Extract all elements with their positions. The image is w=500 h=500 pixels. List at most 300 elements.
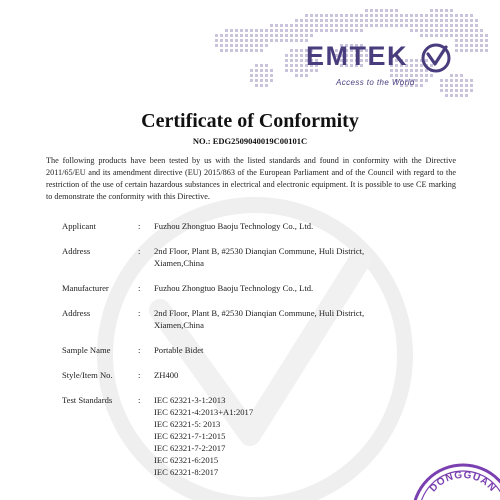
standard-line: IEC 62321-4:2013+A1:2017 — [154, 407, 254, 417]
map-dot — [415, 29, 418, 32]
map-dot — [245, 39, 248, 42]
map-dot — [480, 44, 483, 47]
field-label: Address — [62, 308, 91, 318]
map-dot — [450, 14, 453, 17]
map-dot — [415, 24, 418, 27]
map-dot — [250, 34, 253, 37]
map-dot — [305, 14, 308, 17]
map-dot — [335, 14, 338, 17]
map-dot — [480, 39, 483, 42]
map-dot — [260, 64, 263, 67]
value-line: Xiamen,China — [154, 258, 204, 268]
map-dot — [295, 69, 298, 72]
map-dot — [250, 44, 253, 47]
map-dot — [285, 69, 288, 72]
map-dot — [400, 19, 403, 22]
map-dot — [325, 24, 328, 27]
map-dot — [370, 24, 373, 27]
map-dot — [335, 29, 338, 32]
field-separator: : — [138, 370, 141, 380]
map-dot — [475, 19, 478, 22]
map-dot — [345, 29, 348, 32]
map-dot — [370, 9, 373, 12]
map-dot — [445, 24, 448, 27]
standard-line: IEC 62321-6:2015 — [154, 455, 219, 465]
map-dot — [275, 24, 278, 27]
map-dot — [470, 24, 473, 27]
map-dot — [345, 24, 348, 27]
map-dot — [225, 39, 228, 42]
map-dot — [245, 44, 248, 47]
map-dot — [420, 14, 423, 17]
map-dot — [220, 39, 223, 42]
map-dot — [440, 14, 443, 17]
map-dot — [290, 39, 293, 42]
map-dot — [265, 79, 268, 82]
map-dot — [325, 29, 328, 32]
map-dot — [315, 19, 318, 22]
value-line: Fuzhou Zhongtuo Baoju Technology Co., Ltd. — [154, 221, 314, 231]
map-dot — [360, 19, 363, 22]
map-dot — [290, 69, 293, 72]
map-dot — [350, 14, 353, 17]
map-dot — [460, 34, 463, 37]
map-dot — [300, 24, 303, 27]
field-label: Applicant — [62, 221, 96, 231]
map-dot — [260, 49, 263, 52]
map-dot — [285, 29, 288, 32]
map-dot — [435, 34, 438, 37]
map-dot — [365, 14, 368, 17]
map-dot — [295, 29, 298, 32]
field-separator: : — [138, 221, 141, 231]
map-dot — [285, 59, 288, 62]
map-dot — [370, 19, 373, 22]
map-dot — [290, 54, 293, 57]
map-dot — [455, 34, 458, 37]
map-dot — [380, 19, 383, 22]
map-dot — [350, 19, 353, 22]
field-value — [154, 245, 462, 269]
standard-line: IEC 62321-7-1:2015 — [154, 431, 226, 441]
map-dot — [390, 9, 393, 12]
map-dot — [265, 29, 268, 32]
map-dot — [480, 29, 483, 32]
map-dot — [385, 14, 388, 17]
map-dot — [305, 29, 308, 32]
map-dot — [420, 29, 423, 32]
map-dot — [310, 19, 313, 22]
map-dot — [265, 74, 268, 77]
field-label: Style/Item No. — [62, 370, 113, 380]
map-dot — [460, 24, 463, 27]
map-dot — [475, 34, 478, 37]
map-dot — [295, 74, 298, 77]
map-dot — [435, 9, 438, 12]
map-dot — [260, 29, 263, 32]
map-dot — [445, 14, 448, 17]
map-dot — [455, 29, 458, 32]
map-dot — [300, 34, 303, 37]
map-dot — [275, 29, 278, 32]
map-dot — [340, 24, 343, 27]
map-dot — [235, 44, 238, 47]
map-dot — [265, 34, 268, 37]
standard-line: IEC 62321-8:2017 — [154, 467, 219, 477]
map-dot — [475, 29, 478, 32]
map-dot — [250, 69, 253, 72]
map-dot — [375, 19, 378, 22]
map-dot — [440, 19, 443, 22]
map-dot — [225, 44, 228, 47]
map-dot — [245, 34, 248, 37]
map-dot — [270, 39, 273, 42]
map-dot — [290, 29, 293, 32]
map-dot — [280, 39, 283, 42]
map-dot — [475, 24, 478, 27]
map-dot — [255, 34, 258, 37]
map-dot — [450, 34, 453, 37]
map-dot — [365, 19, 368, 22]
map-dot — [370, 14, 373, 17]
map-dot — [410, 29, 413, 32]
map-dot — [255, 69, 258, 72]
map-dot — [250, 39, 253, 42]
map-dot — [215, 44, 218, 47]
map-dot — [275, 39, 278, 42]
map-dot — [245, 29, 248, 32]
map-dot — [250, 74, 253, 77]
logo-tagline: Access to the World — [336, 78, 415, 87]
map-dot — [225, 29, 228, 32]
map-dot — [445, 29, 448, 32]
map-dot — [445, 34, 448, 37]
map-dot — [445, 9, 448, 12]
field-sample-name — [62, 344, 462, 356]
map-dot — [480, 34, 483, 37]
map-dot — [420, 34, 423, 37]
map-dot — [430, 29, 433, 32]
map-dot — [415, 19, 418, 22]
map-dot — [345, 14, 348, 17]
map-dot — [330, 29, 333, 32]
map-dot — [260, 69, 263, 72]
field-manufacturer — [62, 282, 462, 294]
map-dot — [360, 24, 363, 27]
map-dot — [395, 24, 398, 27]
map-dot — [315, 29, 318, 32]
map-dot — [310, 14, 313, 17]
map-dot — [295, 59, 298, 62]
field-label: Test Standards — [62, 395, 113, 405]
map-dot — [270, 29, 273, 32]
map-dot — [280, 29, 283, 32]
map-dot — [265, 39, 268, 42]
map-dot — [295, 54, 298, 57]
map-dot — [430, 24, 433, 27]
map-dot — [400, 24, 403, 27]
map-dot — [450, 29, 453, 32]
map-dot — [415, 14, 418, 17]
map-dot — [325, 19, 328, 22]
field-applicant — [62, 220, 462, 232]
standard-line: IEC 62321-5: 2013 — [154, 419, 221, 429]
map-dot — [250, 49, 253, 52]
map-dot — [290, 24, 293, 27]
map-dot — [295, 34, 298, 37]
map-dot — [470, 34, 473, 37]
map-dot — [320, 29, 323, 32]
value-line: 2nd Floor, Plant B, #2530 Dianqian Commune, Huli District, — [154, 246, 365, 256]
map-dot — [445, 19, 448, 22]
map-dot — [375, 9, 378, 12]
map-dot — [235, 29, 238, 32]
map-dot — [225, 49, 228, 52]
map-dot — [440, 9, 443, 12]
certificate-number: NO.: EDG2509040019C00101C — [192, 136, 308, 146]
value-line: Fuzhou Zhongtuo Baoju Technology Co., Ltd. — [154, 283, 314, 293]
map-dot — [460, 19, 463, 22]
field-separator: : — [138, 395, 141, 405]
map-dot — [340, 14, 343, 17]
map-dot — [235, 34, 238, 37]
map-dot — [425, 14, 428, 17]
map-dot — [300, 64, 303, 67]
map-dot — [430, 19, 433, 22]
map-dot — [455, 94, 458, 97]
standard-line: IEC 62321-3-1:2013 — [154, 395, 226, 405]
map-dot — [330, 19, 333, 22]
map-dot — [395, 14, 398, 17]
map-dot — [455, 14, 458, 17]
value-line: ZH400 — [154, 370, 179, 380]
map-dot — [405, 14, 408, 17]
map-dot — [295, 64, 298, 67]
map-dot — [290, 64, 293, 67]
map-dot — [450, 9, 453, 12]
map-dot — [410, 14, 413, 17]
map-dot — [470, 19, 473, 22]
map-dot — [315, 24, 318, 27]
map-dot — [400, 14, 403, 17]
map-dot — [285, 64, 288, 67]
map-dot — [220, 34, 223, 37]
field-manufacturer-address — [62, 307, 462, 331]
field-label: Manufacturer — [62, 283, 109, 293]
map-dot — [255, 44, 258, 47]
map-dot — [270, 74, 273, 77]
map-dot — [305, 24, 308, 27]
svg-text:DONGGUAN — [428, 470, 498, 495]
map-dot — [435, 29, 438, 32]
map-dot — [465, 29, 468, 32]
map-dot — [450, 94, 453, 97]
map-dot — [330, 24, 333, 27]
map-dot — [425, 24, 428, 27]
map-dot — [265, 84, 268, 87]
map-dot — [230, 34, 233, 37]
map-dot — [355, 24, 358, 27]
map-dot — [255, 39, 258, 42]
map-dot — [390, 19, 393, 22]
map-dot — [315, 14, 318, 17]
map-dot — [465, 94, 468, 97]
map-dot — [255, 79, 258, 82]
map-dot — [310, 34, 313, 37]
map-dot — [330, 14, 333, 17]
map-dot — [345, 19, 348, 22]
map-dot — [445, 94, 448, 97]
map-dot — [425, 29, 428, 32]
map-dot — [320, 14, 323, 17]
field-test-standards — [62, 394, 462, 478]
map-dot — [265, 64, 268, 67]
map-dot — [325, 14, 328, 17]
map-dot — [405, 19, 408, 22]
map-dot — [300, 19, 303, 22]
map-dot — [240, 39, 243, 42]
map-dot — [470, 29, 473, 32]
standard-line: IEC 62321-7-2:2017 — [154, 443, 226, 453]
map-dot — [255, 49, 258, 52]
map-dot — [295, 39, 298, 42]
map-dot — [305, 19, 308, 22]
map-dot — [435, 14, 438, 17]
map-dot — [245, 49, 248, 52]
map-dot — [260, 84, 263, 87]
map-dot — [405, 24, 408, 27]
field-separator: : — [138, 345, 141, 355]
map-dot — [260, 34, 263, 37]
field-separator: : — [138, 308, 141, 318]
map-dot — [260, 44, 263, 47]
map-dot — [340, 19, 343, 22]
field-separator: : — [138, 246, 141, 256]
map-dot — [380, 24, 383, 27]
map-dot — [390, 24, 393, 27]
map-dot — [440, 34, 443, 37]
map-dot — [365, 24, 368, 27]
map-dot — [465, 14, 468, 17]
map-dot — [355, 14, 358, 17]
map-dot — [260, 39, 263, 42]
map-dot — [365, 9, 368, 12]
map-dot — [440, 29, 443, 32]
map-dot — [450, 19, 453, 22]
value-line: 2nd Floor, Plant B, #2530 Dianqian Commune, Huli District, — [154, 308, 365, 318]
field-value — [154, 369, 462, 381]
map-dot — [270, 69, 273, 72]
map-dot — [430, 34, 433, 37]
field-style-item — [62, 369, 462, 381]
map-dot — [385, 19, 388, 22]
map-dot — [265, 44, 268, 47]
map-dot — [300, 74, 303, 77]
map-dot — [335, 19, 338, 22]
checkmark-circle-icon — [420, 42, 452, 74]
map-dot — [280, 24, 283, 27]
field-applicant-address — [62, 245, 462, 269]
map-dot — [380, 14, 383, 17]
map-dot — [455, 19, 458, 22]
map-dot — [235, 49, 238, 52]
map-dot — [430, 14, 433, 17]
map-dot — [440, 24, 443, 27]
map-dot — [410, 19, 413, 22]
map-dot — [240, 34, 243, 37]
map-dot — [295, 24, 298, 27]
map-dot — [255, 84, 258, 87]
map-dot — [225, 34, 228, 37]
map-dot — [465, 19, 468, 22]
map-dot — [220, 49, 223, 52]
map-dot — [270, 34, 273, 37]
map-dot — [260, 74, 263, 77]
field-value — [154, 307, 462, 331]
map-dot — [285, 39, 288, 42]
map-dot — [300, 59, 303, 62]
map-dot — [375, 14, 378, 17]
map-dot — [390, 14, 393, 17]
map-dot — [285, 34, 288, 37]
map-dot — [385, 9, 388, 12]
map-dot — [320, 19, 323, 22]
map-dot — [410, 24, 413, 27]
field-label: Address — [62, 246, 91, 256]
map-dot — [230, 39, 233, 42]
map-dot — [335, 24, 338, 27]
map-dot — [425, 19, 428, 22]
map-dot — [425, 34, 428, 37]
map-dot — [320, 24, 323, 27]
map-dot — [250, 29, 253, 32]
map-dot — [470, 14, 473, 17]
map-dot — [300, 49, 303, 52]
map-dot — [385, 24, 388, 27]
field-value — [154, 220, 462, 232]
map-dot — [230, 44, 233, 47]
map-dot — [485, 49, 488, 52]
map-dot — [435, 19, 438, 22]
map-dot — [310, 29, 313, 32]
map-dot — [350, 24, 353, 27]
map-dot — [310, 24, 313, 27]
map-dot — [215, 39, 218, 42]
map-dot — [290, 59, 293, 62]
map-dot — [460, 29, 463, 32]
emtek-logo — [306, 38, 476, 94]
company-seal-stamp — [408, 460, 500, 500]
map-dot — [465, 24, 468, 27]
map-dot — [395, 9, 398, 12]
map-dot — [355, 19, 358, 22]
map-dot — [420, 24, 423, 27]
map-dot — [435, 24, 438, 27]
map-dot — [220, 44, 223, 47]
map-dot — [270, 79, 273, 82]
map-dot — [240, 29, 243, 32]
map-dot — [485, 44, 488, 47]
field-label: Sample Name — [62, 345, 111, 355]
map-dot — [300, 69, 303, 72]
logo-wordmark: EMTEK — [306, 41, 408, 71]
field-value — [154, 282, 462, 294]
map-dot — [240, 49, 243, 52]
map-dot — [375, 24, 378, 27]
map-dot — [360, 29, 363, 32]
map-dot — [420, 19, 423, 22]
map-dot — [300, 54, 303, 57]
